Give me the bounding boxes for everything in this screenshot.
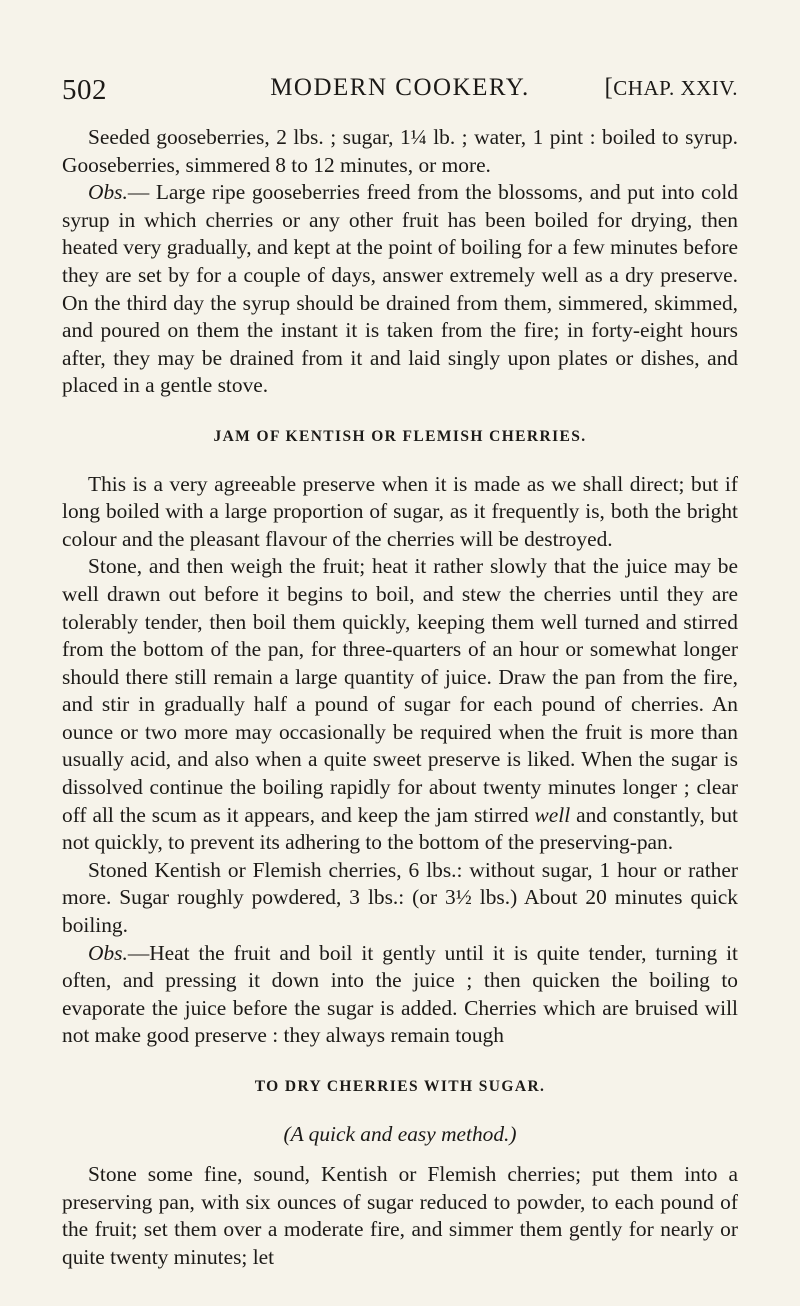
jam-paragraph-intro: This is a very agreeable preserve when it is made as we shall direct; but if long boiled with a large proportion of sugar, as it frequently is, both the bright colour and the pleasant flavour of the cherries will be destroyed.: [62, 471, 738, 551]
jam-recipe-summary: Stoned Kentish or Flemish cherries, 6 lbs.: without sugar, 1 hour or rather more. Sugar roughly powdered, 3 lbs.: (or 3½ lbs.) About 20 minutes quick boiling.: [62, 857, 738, 938]
jam-obs-text: —Heat the fruit and boil it gently until it is quite tender, turning it often, and pressing it down into the juice ; then quicken the boiling to evaporate the juice before the sugar is added. Cherries which are bruised will not make good preserve : they always remain tough: [62, 940, 738, 1048]
obs-label: Obs.: [88, 180, 128, 205]
gooseberry-recipe: Seeded gooseberries, 2 lbs. ; sugar, 1¼ lb. ; water, 1 pint : boiled to syrup. Gooseberries, simmered 8 to 12 minutes, or more.: [62, 125, 738, 177]
jam-observation: [62, 940, 738, 1050]
jam-obs-label: Obs.: [88, 940, 128, 965]
jam-method-text: Stone, and then weigh the fruit; heat it rather slowly that the juice may be well drawn out before it begins to boil, and stew the cherries until they are tolerably tender, then boil them quickly, keeping them well turned and stirred from the bottom of the pan, for three-quarters of an hour or somewhat longer should there still remain a large quantity of juice. Draw the pan from the fire, and stir in gradually half a pound of sugar for each pound of cherries. An ounce or two more may occasionally be required when the fruit is more than usually acid, and also when a quite sweet preserve is liked. When the sugar is dissolved continue the boiling rapidly for about twenty minutes longer ; clear off all the scum as it appears, and keep the jam stirred: [62, 554, 738, 827]
dry-cherries-paragraph: Stone some fine, sound, Kentish or Flemish cherries; put them into a preserving pan, with six ounces of sugar reduced to powder, to each pound of the fruit; set them over a moderate fire, and simmer them gently for nearly or quite twenty minutes; let: [62, 1162, 738, 1269]
chapter-label: [604, 74, 738, 102]
section-heading-jam: JAM OF KENTISH OR FLEMISH CHERRIES.: [213, 427, 587, 445]
jam-method-text-end: and constantly, but not quickly, to prevent its adhering to the bottom of the preserving-pan.: [62, 802, 738, 855]
chapter-bracket: [: [604, 74, 614, 101]
obs-text: — Large ripe gooseberries freed from the blossoms, and put into cold syrup in which cherries or any other fruit has been boiled for drying, then heated very gradually, and kept at the point of boiling for a few minutes before they are set by for a couple of days, answer extremely well as a dry preserve. On the third day the syrup should be drained from them, simmered, skimmed, and poured on them the instant it is taken from the fire; in forty-eight hours after, they may be drained from it and laid singly upon plates or dishes, and placed in a gentle stove.: [62, 180, 738, 398]
jam-paragraph-method: [62, 553, 738, 857]
chapter-text: CHAP. XXIV.: [613, 76, 738, 100]
page-number: 502: [62, 74, 107, 106]
jam-method-emphasis: well: [534, 802, 571, 827]
gooseberry-observation: [62, 179, 738, 400]
page-body: [62, 124, 738, 1272]
section-subheading: [62, 1121, 738, 1149]
running-head: [62, 74, 738, 114]
subheading-text: (A quick and easy method.): [283, 1121, 517, 1146]
section-heading-dry-cherries: TO DRY CHERRIES WITH SUGAR.: [254, 1078, 546, 1095]
running-title: MODERN COOKERY.: [270, 74, 530, 101]
